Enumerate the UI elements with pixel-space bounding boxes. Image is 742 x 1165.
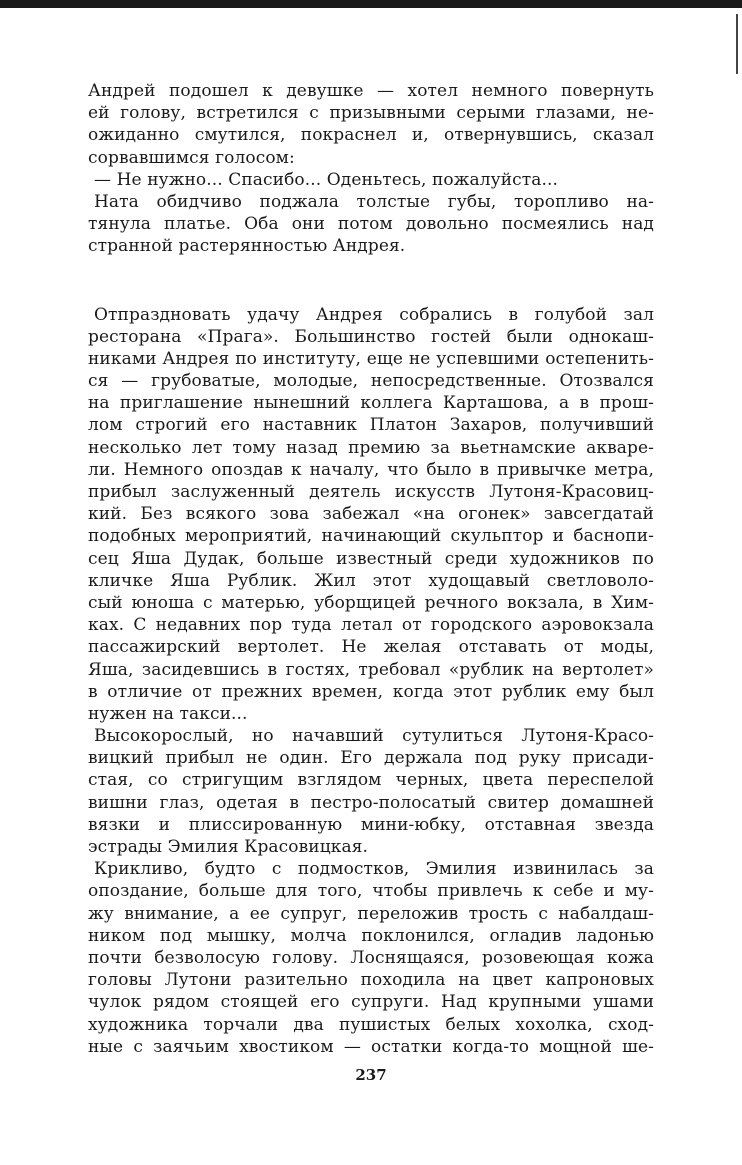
section-1 bbox=[88, 80, 654, 258]
text-line: кличке Яша Рублик. Жил этот худощавый светловоло- bbox=[88, 570, 654, 591]
text-line: опоздание, больше для того, чтобы привлечь к себе и му- bbox=[88, 881, 654, 902]
text-line: ся — грубоватые, молодые, непосредственные. Отозвался bbox=[88, 371, 654, 392]
text-line: ожиданно смутился, покраснел и, отвернувшись, сказал bbox=[88, 125, 654, 146]
text-line: жу внимание, а ее супруг, переложив трость с набалдаш- bbox=[88, 903, 654, 924]
text-line: на приглашение нынешний коллега Карташова, а в прош- bbox=[88, 393, 654, 414]
text-line: несколько лет тому назад премию за вьетнамские акваре- bbox=[88, 437, 654, 458]
text-line: ником под мышку, молча поклонился, огладив ладонью bbox=[88, 925, 654, 946]
page-right-edge-mark bbox=[736, 14, 738, 74]
text-line: вязки и плиссированную мини-юбку, отставная звезда bbox=[88, 814, 654, 835]
text-line: сец Яша Дудак, больше известный среди художников по bbox=[88, 548, 654, 569]
text-line: — Не нужно... Спасибо... Оденьтесь, пожалуйста... bbox=[94, 169, 558, 190]
text-line: никами Андрея по институту, еще не успевшими остепенить- bbox=[88, 348, 654, 369]
text-line: странной растерянностью Андрея. bbox=[88, 236, 406, 257]
text-line: сорвавшимся голосом: bbox=[88, 147, 295, 168]
text-line: ли. Немного опоздав к началу, что было в привычке метра, bbox=[88, 459, 654, 480]
text-line: подобных мероприятий, начинающий скульптор и баснопи- bbox=[88, 526, 654, 547]
text-line: Андрей подошел к девушке — хотел немного повернуть bbox=[88, 81, 654, 101]
text-line: вицкий прибыл не один. Его держала под руку присади- bbox=[88, 748, 654, 769]
text-line: почти безволосую голову. Лоснящаяся, розовеющая кожа bbox=[88, 947, 654, 968]
text-line: ные с заячьим хвостиком — остатки когда-то мощной ше- bbox=[88, 1036, 654, 1057]
text-line: пассажирский вертолет. Не желая отставать от моды, bbox=[88, 637, 654, 658]
page-body bbox=[88, 80, 654, 1058]
text-line: Ната обидчиво поджала толстые губы, торопливо на- bbox=[94, 191, 654, 212]
page-number: 237 bbox=[355, 1066, 387, 1084]
text-line: нужен на такси... bbox=[88, 703, 248, 724]
text-line: головы Лутони разительно походила на цвет капроновых bbox=[88, 970, 654, 991]
text-line: эстрады Эмилия Красовицкая. bbox=[88, 837, 369, 857]
text-line: кий. Без всякого зова забежал «на огонек» завсегдатай bbox=[88, 504, 654, 525]
text-line: художника торчали два пушистых белых хохолка, сход- bbox=[88, 1014, 654, 1035]
text-line: лом строгий его наставник Платон Захаров, получивший bbox=[88, 415, 654, 436]
text-line: сый юноша с матерью, уборщицей речного вокзала, в Хим- bbox=[88, 592, 654, 613]
section-break bbox=[88, 258, 654, 304]
text-line: ках. С недавних пор туда летал от городского аэровокзала bbox=[88, 615, 654, 636]
text-line: ей голову, встретился с призывными серыми глазами, не- bbox=[88, 103, 654, 124]
page-top-edge bbox=[0, 0, 742, 8]
text-line: чулок рядом стоящей его супруги. Над крупными ушами bbox=[88, 992, 654, 1013]
text-line: тянула платье. Оба они потом довольно посмеялись над bbox=[88, 214, 654, 235]
text-line: стая, со стригущим взглядом черных, цвета переспелой bbox=[88, 770, 654, 791]
text-line: Отпраздновать удачу Андрея собрались в голубой зал bbox=[94, 304, 654, 325]
text-line: в отличие от прежних времен, когда этот рублик ему был bbox=[88, 681, 654, 702]
text-line: вишни глаз, одетая в пестро-полосатый свитер домашней bbox=[88, 792, 654, 813]
text-line: Крикливо, будто с подмостков, Эмилия извинилась за bbox=[94, 859, 654, 880]
text-line: ресторана «Прага». Большинство гостей были однокаш- bbox=[88, 326, 654, 347]
text-line: прибыл заслуженный деятель искусств Лутоня-Красовиц- bbox=[88, 482, 654, 502]
text-line: Высокорослый, но начавший сутулиться Лутоня-Красо- bbox=[94, 726, 654, 747]
section-2 bbox=[88, 304, 654, 1058]
text-line: Яша, засидевшись в гостях, требовал «рублик на вертолет» bbox=[88, 659, 654, 680]
